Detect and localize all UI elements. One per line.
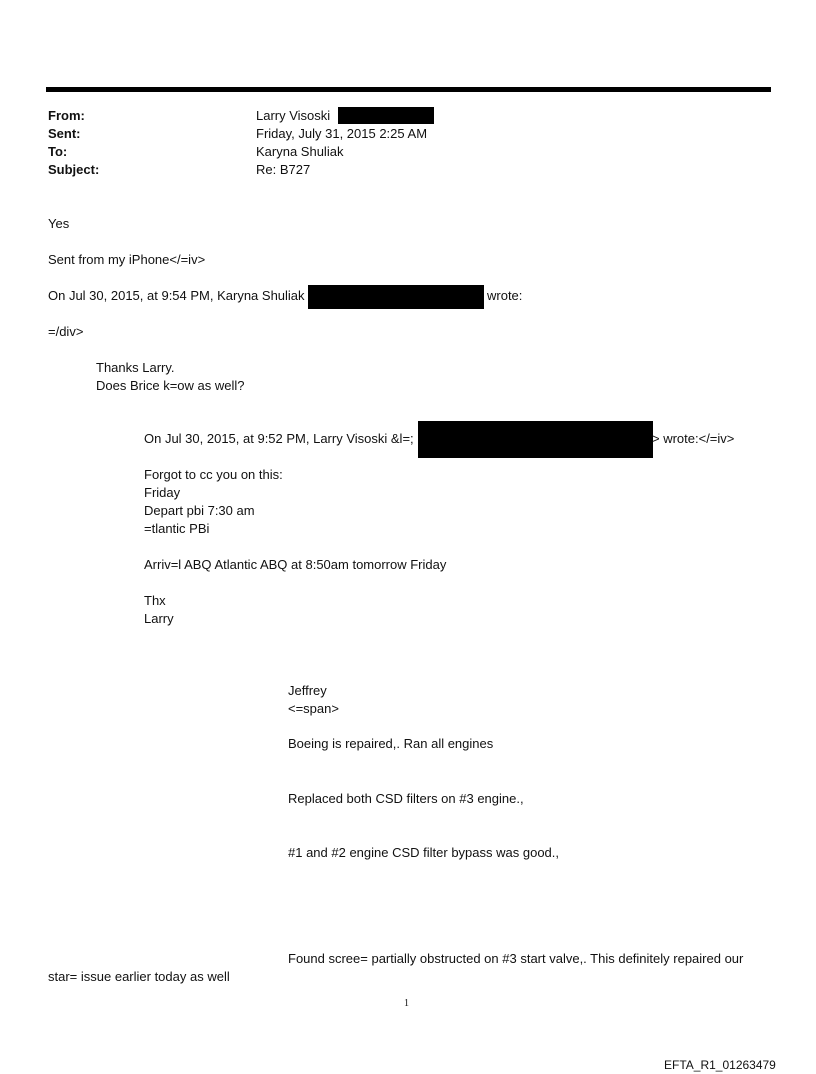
body-line-larry: Larry [144,611,174,626]
from-value: Larry Visoski [256,108,331,123]
subject-value: Re: B727 [256,162,311,177]
body-line-found: Found scree= partially obstructed on #3 start valve,. This definitely repaired our [288,951,744,966]
body-line-boeing: Boeing is repaired,. Ran all engines [288,736,494,751]
body-line-yes: Yes [48,216,70,231]
body-line-on-jul-b: On Jul 30, 2015, at 9:52 PM, Larry Visoski &l=; [144,431,414,446]
document-id-footer: EFTA_R1_01263479 [664,1058,776,1072]
redaction-larry-email [418,421,653,458]
sent-value: Friday, July 31, 2015 2:25 AM [256,126,428,141]
body-line-thanks: Thanks Larry. [96,360,175,375]
body-line-replaced: Replaced both CSD filters on #3 engine., [288,791,524,806]
subject-label: Subject: [48,162,100,177]
body-line-friday: Friday [144,485,181,500]
body-line-span: <=span> [288,701,339,716]
to-value: Karyna Shuliak [256,144,344,159]
page-number: 1 [404,998,409,1009]
body-line-jeffrey: Jeffrey [288,683,327,698]
redaction-karyna-email [308,285,484,309]
body-line-star: star= issue earlier today as well [48,969,230,984]
to-label: To: [48,144,68,159]
body-line-does-brice: Does Brice k=ow as well? [96,378,245,393]
redaction-from-email [338,107,434,124]
header-rule [46,87,771,92]
body-line-thx: Thx [144,593,166,608]
body-line-div: =/div> [48,324,84,339]
body-line-on-jul-a: On Jul 30, 2015, at 9:54 PM, Karyna Shuliak [48,288,305,303]
sent-label: Sent: [48,126,81,141]
body-line-arrive: Arriv=l ABQ Atlantic ABQ at 8:50am tomorrow Friday [144,557,447,572]
body-line-on-jul-a-wrote: wrote: [487,288,523,303]
body-line-on-jul-b-wrote: > wrote:</=iv> [652,431,735,446]
body-line-engine12: #1 and #2 engine CSD filter bypass was good., [288,845,560,860]
body-line-atlantic: =tlantic PBi [144,521,210,536]
body-line-sent-from: Sent from my iPhone</=iv> [48,252,206,267]
from-label: From: [48,108,85,123]
body-line-forgot: Forgot to cc you on this: [144,467,283,482]
body-line-depart: Depart pbi 7:30 am [144,503,255,518]
